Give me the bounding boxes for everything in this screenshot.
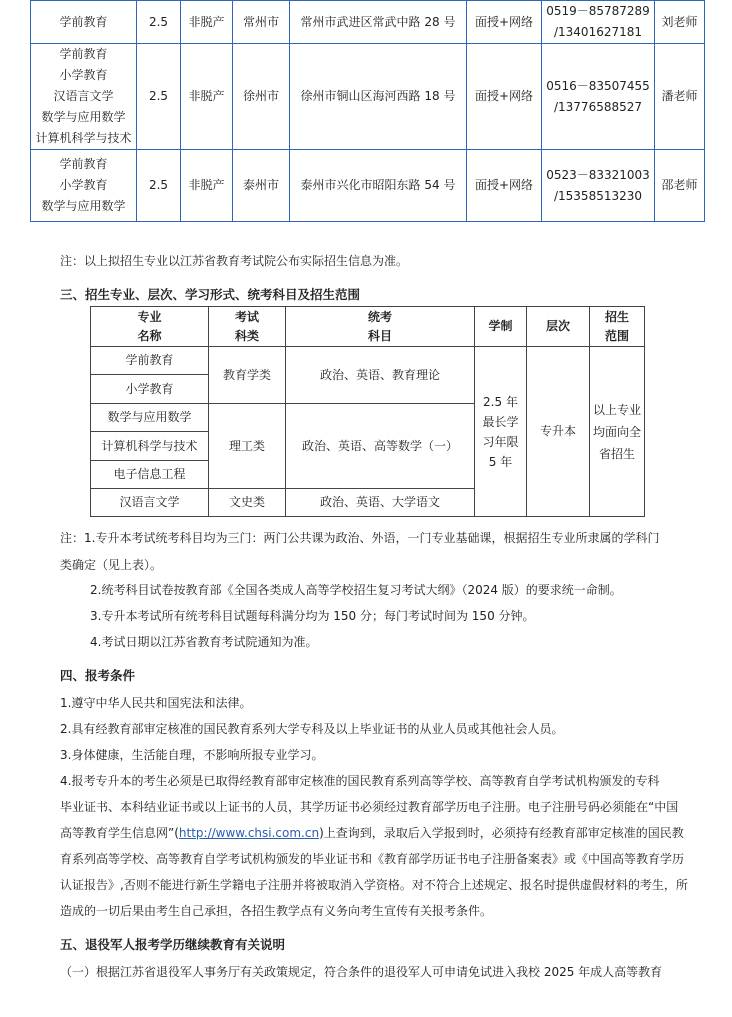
site-row [31, 1, 705, 44]
condition-4e: 认证报告》,否则不能进行新生学籍电子注册并将被取消入学资格。对不符合上述规定、报名时提供虚假材料的考生，所 [60, 878, 688, 892]
note3-3: 3.专升本考试所有统考科目试题每科满分均为 150 分；每门考试时间为 150 分钟。 [90, 609, 535, 623]
condition-4b: 毕业证书、本科结业证书或以上证书的人员，其学历证书必须经过教育部学历电子注册。电子注册号码必须能在“中国 [60, 800, 679, 814]
mode-cell: 非脱产 [181, 44, 233, 150]
years-cell: 2.5 [137, 1, 181, 44]
address-cell: 泰州市兴化市昭阳东路 54 号 [290, 150, 467, 222]
header-duration: 学制 [475, 307, 527, 347]
mode-cell: 非脱产 [181, 150, 233, 222]
mode-cell: 非脱产 [181, 1, 233, 44]
phone-cell [542, 1, 655, 44]
years-cell: 2.5 [137, 150, 181, 222]
major-cell: 数学与应用数学 [91, 404, 209, 432]
contact-cell: 邵老师 [655, 150, 705, 222]
city-cell: 泰州市 [233, 150, 290, 222]
method-cell: 面授+网络 [467, 1, 542, 44]
phone-mobile: /13776588527 [553, 99, 643, 114]
site-row [31, 44, 705, 150]
site-table [30, 0, 705, 222]
header-category: 考试 科类 [209, 307, 286, 347]
major-cell: 计算机科学与技术 [91, 432, 209, 461]
header-scope: 招生 范围 [590, 307, 645, 347]
contact-cell: 潘老师 [655, 44, 705, 150]
condition-4d: 育系列高等学校、高等教育自学考试机构颁发的毕业证书和《教育部学历证书电子注册备案表》或《中国高等教育学历 [60, 852, 685, 866]
note3-1b: 类确定（见上表）。 [60, 558, 163, 572]
category-cell: 文史类 [209, 489, 286, 517]
years-cell: 2.5 [137, 44, 181, 150]
majors-cell: 学前教育 [31, 1, 137, 44]
major-cell: 汉语言文学 [91, 489, 209, 517]
phone-landline: 0519－85787289 [546, 4, 650, 18]
chsi-link[interactable]: http://www.chsi.com.cn [178, 826, 320, 840]
section3-title: 三、招生专业、层次、学习形式、统考科目及招生范围 [60, 287, 361, 302]
phone-mobile: /15358513230 [553, 188, 643, 203]
major-table [90, 306, 645, 517]
header-subjects: 统考 科目 [286, 307, 475, 347]
subjects-cell: 政治、英语、大学语文 [286, 489, 475, 517]
category-cell: 理工类 [209, 404, 286, 489]
method-cell: 面授+网络 [467, 150, 542, 222]
table1-note: 注：以上拟招生专业以江苏省教育考试院公布实际招生信息为准。 [60, 254, 409, 268]
condition-4f: 造成的一切后果由考生自己承担，各招生教学点有义务向考生宣传有关报考条件。 [60, 904, 493, 918]
major-cell: 电子信息工程 [91, 461, 209, 489]
majors-cell: 学前教育 小学教育 数学与应用数学 [31, 150, 137, 222]
majors-cell: 学前教育 小学教育 汉语言文学 数学与应用数学 计算机科学与技术 [31, 44, 137, 150]
condition-3: 3.身体健康，生活能自理，不影响所报专业学习。 [60, 748, 324, 762]
city-cell: 常州市 [233, 1, 290, 44]
condition-1: 1.遵守中华人民共和国宪法和法律。 [60, 696, 252, 710]
section5-para1: （一）根据江苏省退役军人事务厅有关政策规定，符合条件的退役军人可申请免试进入我校 2025 年成人高等教育 [60, 965, 663, 979]
section5-title: 五、退役军人报考学历继续教育有关说明 [60, 937, 286, 952]
header-level: 层次 [527, 307, 590, 347]
section4-title: 四、报考条件 [60, 668, 136, 683]
phone-landline: 0523－83321003 [546, 167, 650, 182]
condition-4c-pre: 高等教育学生信息网”( [60, 826, 179, 840]
phone-cell [542, 44, 655, 150]
scope-cell: 以上专业 均面向全 省招生 [590, 347, 645, 517]
category-cell: 教育学类 [209, 347, 286, 404]
subjects-cell: 政治、英语、教育理论 [286, 347, 475, 404]
city-cell: 徐州市 [233, 44, 290, 150]
level-cell: 专升本 [527, 347, 590, 517]
address-cell: 徐州市铜山区海河西路 18 号 [290, 44, 467, 150]
address-cell: 常州市武进区常武中路 28 号 [290, 1, 467, 44]
duration-cell: 2.5 年 最长学 习年限 5 年 [475, 347, 527, 517]
phone-landline: 0516－83507455 [546, 78, 650, 93]
condition-4c [60, 825, 684, 841]
condition-4c-post: )上查询到，录取后入学报到时，必须持有经教育部审定核准的国民教 [319, 826, 684, 840]
major-cell: 小学教育 [91, 375, 209, 404]
phone-mobile: /13401627181 [553, 25, 643, 39]
site-row [31, 150, 705, 222]
condition-2: 2.具有经教育部审定核准的国民教育系列大学专科及以上毕业证书的从业人员或其他社会人员。 [60, 722, 564, 736]
note3-2: 2.统考科目试卷按教育部《全国各类成人高等学校招生复习考试大纲》（2024 版）的要求统一命制。 [90, 583, 622, 597]
contact-cell: 刘老师 [655, 1, 705, 44]
phone-cell [542, 150, 655, 222]
note3-1a: 注：1.专升本考试统考科目均为三门：两门公共课为政治、外语，一门专业基础课，根据招生专业所隶属的学科门 [60, 531, 660, 545]
subjects-cell: 政治、英语、高等数学（一） [286, 404, 475, 489]
note3-4: 4.考试日期以江苏省教育考试院通知为准。 [90, 635, 318, 649]
condition-4a: 4.报考专升本的考生必须是已取得经教育部审定核准的国民教育系列高等学校、高等教育自学考试机构颁发的专科 [60, 774, 660, 788]
major-cell: 学前教育 [91, 347, 209, 375]
method-cell: 面授+网络 [467, 44, 542, 150]
header-major: 专业 名称 [91, 307, 209, 347]
